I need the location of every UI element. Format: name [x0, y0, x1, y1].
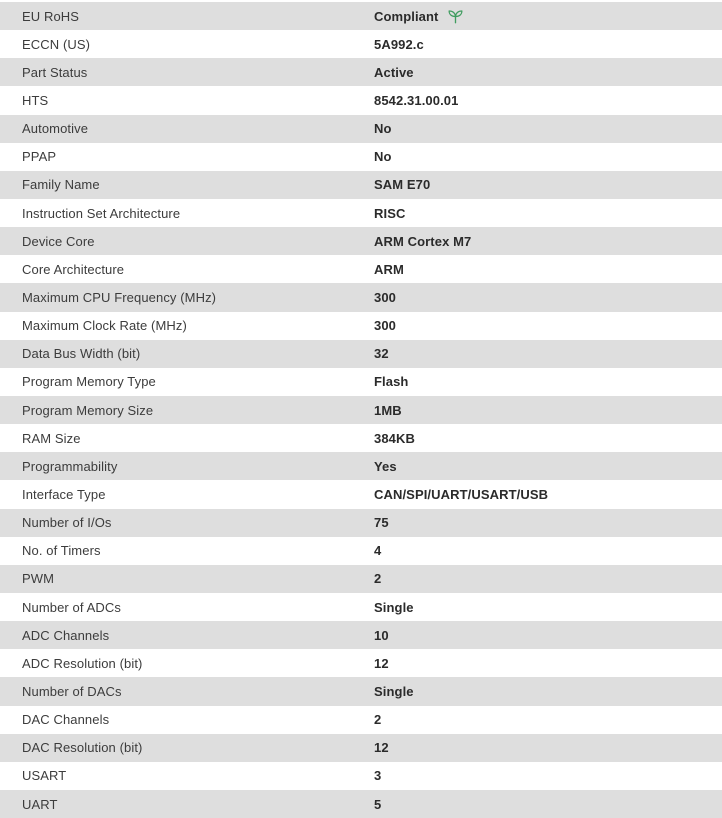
spec-value-cell — [374, 684, 722, 699]
spec-value: CAN/SPI/UART/USART/USB — [374, 486, 549, 502]
spec-value: RISC — [374, 205, 406, 221]
spec-value: Compliant — [374, 8, 439, 24]
spec-value-cell — [374, 290, 722, 305]
spec-row — [0, 86, 722, 114]
spec-attribute-label: ECCN (US) — [22, 36, 91, 52]
spec-row — [0, 452, 722, 480]
spec-row — [0, 2, 722, 30]
spec-value-cell — [374, 318, 722, 333]
spec-value: No — [374, 149, 392, 165]
spec-row — [0, 396, 722, 424]
spec-attribute-label: RAM Size — [22, 430, 81, 446]
spec-value-cell — [374, 234, 722, 249]
spec-value-cell — [374, 149, 722, 164]
spec-attribute-label: Program Memory Size — [22, 402, 154, 418]
spec-row — [0, 537, 722, 565]
spec-value-cell — [374, 93, 722, 108]
spec-attribute-label: ADC Resolution (bit) — [22, 655, 143, 671]
spec-row — [0, 30, 722, 58]
spec-attribute-label: Family Name — [22, 177, 100, 193]
spec-attribute-label: Device Core — [22, 233, 95, 249]
spec-value-cell — [374, 797, 722, 812]
spec-value: 2 — [374, 571, 382, 587]
spec-value: 384KB — [374, 430, 415, 446]
spec-value-cell — [374, 262, 722, 277]
spec-value: 3 — [374, 768, 382, 784]
spec-value: 5 — [374, 796, 382, 812]
spec-value: SAM E70 — [374, 177, 431, 193]
spec-attribute-label: Programmability — [22, 458, 118, 474]
spec-value: 32 — [374, 346, 389, 362]
spec-row — [0, 199, 722, 227]
spec-value-cell — [374, 121, 722, 136]
spec-row — [0, 58, 722, 86]
spec-value: 2 — [374, 712, 382, 728]
spec-row — [0, 340, 722, 368]
spec-attribute-label: Number of ADCs — [22, 599, 121, 615]
spec-value: Flash — [374, 374, 409, 390]
spec-row — [0, 649, 722, 677]
spec-attribute-label: PPAP — [22, 149, 57, 165]
spec-attribute-label: HTS — [22, 92, 49, 108]
spec-row — [0, 368, 722, 396]
spec-attribute-label: ADC Channels — [22, 627, 110, 643]
spec-value-cell — [374, 206, 722, 221]
spec-attribute-label: No. of Timers — [22, 543, 101, 559]
spec-value: 12 — [374, 655, 389, 671]
spec-value-cell — [374, 431, 722, 446]
spec-value: Single — [374, 599, 414, 615]
spec-table — [0, 2, 722, 818]
spec-row — [0, 509, 722, 537]
spec-attribute-label: Number of DACs — [22, 683, 122, 699]
spec-attribute-label: Interface Type — [22, 486, 106, 502]
spec-row — [0, 706, 722, 734]
spec-value-cell — [374, 37, 722, 52]
spec-row — [0, 424, 722, 452]
spec-value: ARM — [374, 261, 404, 277]
spec-attribute-label: Part Status — [22, 64, 88, 80]
spec-value: 4 — [374, 543, 382, 559]
spec-row — [0, 677, 722, 705]
spec-value-cell — [374, 65, 722, 80]
spec-attribute-label: DAC Channels — [22, 712, 110, 728]
spec-value: 8542.31.00.01 — [374, 92, 459, 108]
spec-value-cell — [374, 346, 722, 361]
spec-value: 300 — [374, 318, 396, 334]
spec-row — [0, 593, 722, 621]
spec-value: Active — [374, 64, 414, 80]
spec-attribute-label: PWM — [22, 571, 55, 587]
spec-attribute-label: USART — [22, 768, 67, 784]
spec-row — [0, 115, 722, 143]
spec-row — [0, 171, 722, 199]
spec-attribute-label: Core Architecture — [22, 261, 125, 277]
spec-value: Yes — [374, 458, 397, 474]
spec-value: 300 — [374, 289, 396, 305]
spec-value: Single — [374, 683, 414, 699]
spec-value-cell — [374, 600, 722, 615]
spec-value-cell — [374, 740, 722, 755]
spec-attribute-label: Number of I/Os — [22, 515, 112, 531]
spec-row — [0, 143, 722, 171]
spec-value: ARM Cortex M7 — [374, 233, 472, 249]
spec-attribute-label: Instruction Set Architecture — [22, 205, 181, 221]
spec-value: 1MB — [374, 402, 402, 418]
spec-attribute-label: Maximum Clock Rate (MHz) — [22, 318, 187, 334]
rohs-compliant-leaf-icon[interactable] — [447, 9, 464, 24]
spec-row — [0, 790, 722, 818]
spec-attribute-label: DAC Resolution (bit) — [22, 740, 143, 756]
spec-value-cell — [374, 515, 722, 530]
spec-value-cell — [374, 571, 722, 586]
spec-value: 5A992.c — [374, 36, 424, 52]
spec-value-cell — [374, 656, 722, 671]
spec-row — [0, 734, 722, 762]
spec-row — [0, 480, 722, 508]
spec-row — [0, 312, 722, 340]
spec-value: 10 — [374, 627, 389, 643]
spec-value: 75 — [374, 515, 389, 531]
spec-row — [0, 565, 722, 593]
spec-row — [0, 227, 722, 255]
spec-row — [0, 621, 722, 649]
spec-value-cell — [374, 177, 722, 192]
spec-row — [0, 762, 722, 790]
spec-value-cell — [374, 459, 722, 474]
spec-row — [0, 255, 722, 283]
spec-value-cell — [374, 543, 722, 558]
spec-value: No — [374, 121, 392, 137]
spec-attribute-label: Maximum CPU Frequency (MHz) — [22, 289, 217, 305]
spec-value-cell — [374, 712, 722, 727]
spec-value-cell — [374, 768, 722, 783]
spec-row — [0, 283, 722, 311]
spec-value-cell — [374, 9, 722, 24]
spec-value: 12 — [374, 740, 389, 756]
spec-attribute-label: Data Bus Width (bit) — [22, 346, 141, 362]
spec-attribute-label: EU RoHS — [22, 8, 80, 24]
spec-attribute-label: UART — [22, 796, 58, 812]
spec-value-cell — [374, 487, 722, 502]
spec-value-cell — [374, 374, 722, 389]
spec-value-cell — [374, 403, 722, 418]
spec-attribute-label: Program Memory Type — [22, 374, 156, 390]
spec-value-cell — [374, 628, 722, 643]
spec-attribute-label: Automotive — [22, 121, 89, 137]
